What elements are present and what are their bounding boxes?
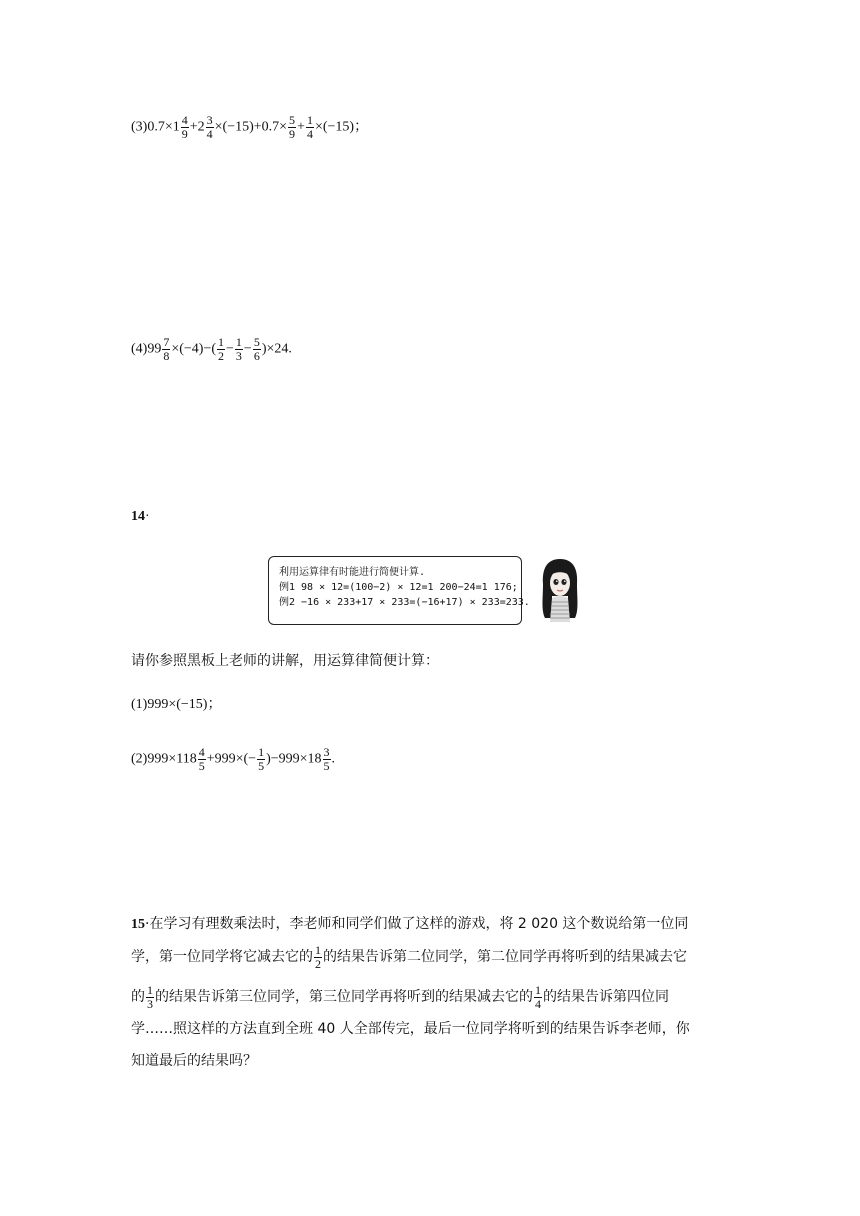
q15-line-4: 学……照这样的方法直到全班 40 人全部传完，最后一位同学将听到的结果告诉李老师，你 (131, 1021, 690, 1037)
fraction: $\frac{1}{5}$ (258, 745, 265, 773)
q14-number: 14· (131, 509, 150, 524)
q13-part3: (3)0.7×1 $\frac{4}{9}$ +2 $\frac{3}{4}$ ×(−15)+0.7× $\frac{5}{9}$ + $\frac{1}{4}$ ×(−15)； (131, 113, 369, 141)
fraction: $\frac{3}{5}$ (323, 745, 330, 773)
fraction: $\frac{5}{6}$ (253, 335, 260, 363)
q14-part1: (1)999×(−15)； (131, 697, 222, 712)
blackboard (268, 556, 530, 625)
teacher-illustration (536, 556, 584, 622)
fraction: $\frac{1}{2}$ (315, 942, 321, 971)
board-line-2: 例1 98 × 12=(100−2) × 12=1 200−24=1 176; (279, 582, 518, 593)
fraction: $\frac{1}{4}$ (535, 982, 541, 1011)
q15-paragraph (131, 908, 731, 1077)
board-line-1: 利用运算律有时能进行简便计算. (279, 567, 426, 578)
q14-instruction: 请你参照黑板上老师的讲解，用运算律简便计算： (131, 653, 439, 669)
q15-line-3: 的 $\frac{1}{3}$ 的结果告诉第三位同学，第三位同学再将听到的结果减去它的 $\frac{1}{4}$ 的结果告诉第四位同 (131, 982, 669, 1011)
q15-line-2: 学，第一位同学将它减去它的 $\frac{1}{2}$ 的结果告诉第二位同学，第二位同学再将听到的结果减去它 (131, 942, 687, 971)
fraction: $\frac{1}{2}$ (218, 335, 225, 363)
fraction: $\frac{7}{8}$ (163, 335, 170, 363)
q13-part4: (4)99 $\frac{7}{8}$ ×(−4)−( $\frac{1}{2}$ − $\frac{1}{3}$ − $\frac{5}{6}$ )×24. (131, 335, 292, 363)
q14-part2: (2)999×118 $\frac{4}{5}$ +999×(− $\frac{1}{5}$ )−999×18 $\frac{3}{5}$ . (131, 745, 336, 773)
q15-line-1: 15·在学习有理数乘法时，李老师和同学们做了这样的游戏，将 2 020 这个数说给第一位同 (131, 916, 689, 932)
fraction: $\frac{4}{9}$ (181, 113, 188, 141)
fraction: $\frac{4}{5}$ (198, 745, 205, 773)
board-line-3: 例2 −16 × 233+17 × 233=(−16+17) × 233=233. (279, 597, 530, 608)
fraction: $\frac{1}{4}$ (306, 113, 313, 141)
fraction: $\frac{1}{3}$ (235, 335, 242, 363)
fraction: $\frac{5}{9}$ (289, 113, 296, 141)
fraction: $\frac{1}{3}$ (147, 982, 153, 1011)
q15-line-5: 知道最后的结果吗？ (131, 1053, 257, 1069)
fraction: $\frac{3}{4}$ (206, 113, 213, 141)
